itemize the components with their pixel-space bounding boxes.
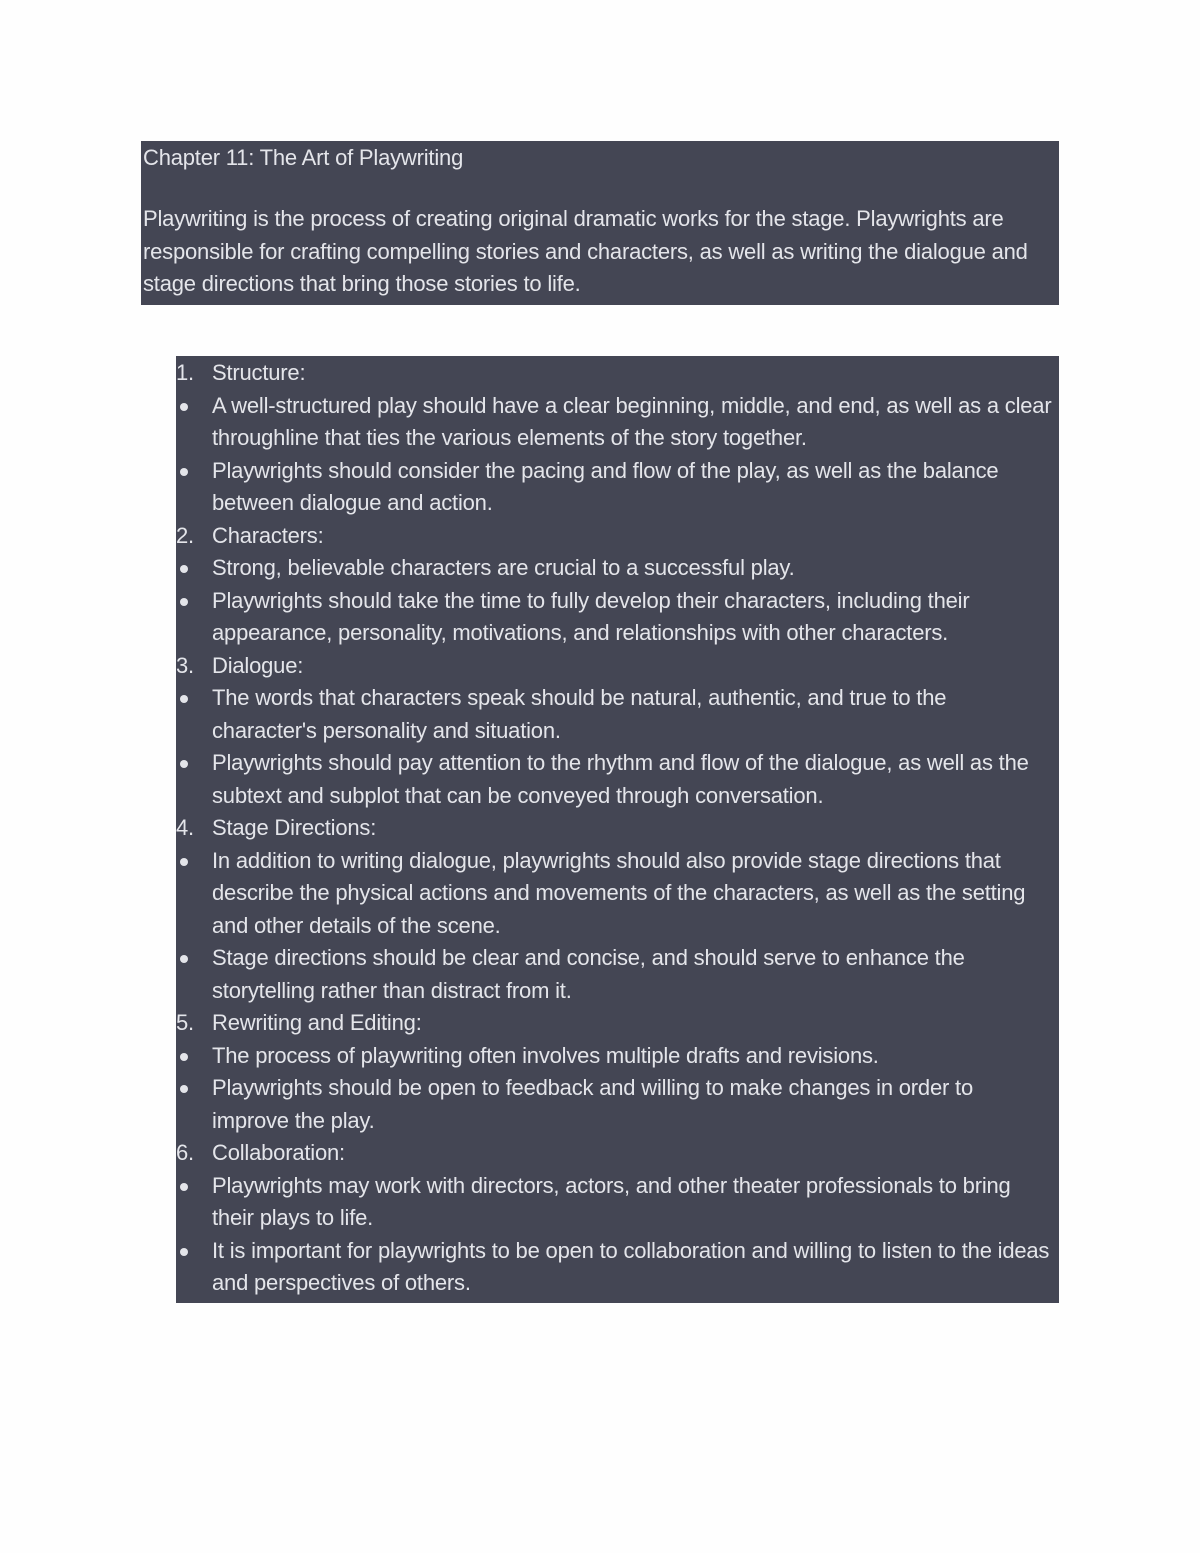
- sections-block: [176, 356, 1059, 1303]
- bullet-item: [176, 1072, 1059, 1137]
- bullet-item: [176, 682, 1059, 747]
- section-number: 4.: [176, 815, 194, 840]
- bullet-text: Playwrights may work with directors, actors, and other theater professionals to bring their plays to life.: [212, 1172, 1011, 1230]
- bullet-text: Playwrights should pay attention to the rhythm and flow of the dialogue, as well as the subtext and subplot that can be conveyed through conversation.: [212, 750, 1029, 808]
- bullet-dot-icon: [180, 955, 188, 963]
- section-heading: Dialogue:: [212, 652, 304, 678]
- bullet-text: It is important for playwrights to be open to collaboration and willing to listen to the ideas and perspectives of others.: [212, 1237, 1050, 1295]
- bullet-item: [176, 1235, 1059, 1300]
- bullet-dot-icon: [180, 1183, 188, 1191]
- section-number: 5.: [176, 1010, 194, 1035]
- section-list: [176, 357, 1059, 1300]
- bullet-dot-icon: [180, 598, 188, 606]
- bullet-dot-icon: [180, 1248, 188, 1256]
- section-heading: Collaboration:: [212, 1140, 345, 1165]
- chapter-title: Chapter 11: The Art of Playwriting: [143, 145, 464, 170]
- bullet-item: [176, 1170, 1059, 1235]
- bullet-item: [176, 1040, 1059, 1073]
- bullet-dot-icon: [180, 760, 188, 768]
- intro-paragraph: Playwriting is the process of creating original dramatic works for the stage. Playwrights are responsible for crafting compelling stories and characters, as well as writing the dialogue and stage directions that bring those stories to life.: [143, 206, 1028, 296]
- bullet-text: Playwrights should be open to feedback and willing to make changes in order to improve the play.: [212, 1075, 973, 1133]
- bullet-item: [176, 455, 1059, 520]
- bullet-text: Playwrights should take the time to fully develop their characters, including their appearance, personality, motivations, and relationships with other characters.: [212, 587, 970, 645]
- section-heading: Rewriting and Editing:: [212, 1010, 422, 1035]
- bullet-dot-icon: [180, 695, 188, 703]
- section-heading-item: [176, 520, 1059, 553]
- bullet-text: In addition to writing dialogue, playwrights should also provide stage directions that describe the physical actions and movements of the characters, as well as the setting and other details of the scene.: [212, 847, 1026, 938]
- section-heading-item: [176, 1137, 1059, 1170]
- bullet-item: [176, 390, 1059, 455]
- bullet-text: A well-structured play should have a clear beginning, middle, and end, as well as a clear throughline that ties the various elements of the story together.: [212, 392, 1052, 450]
- section-heading: Stage Directions:: [212, 815, 377, 840]
- bullet-dot-icon: [180, 403, 188, 411]
- intro-block: [141, 141, 1059, 305]
- bullet-dot-icon: [180, 858, 188, 866]
- section-number: 2.: [176, 522, 194, 548]
- bullet-text: Stage directions should be clear and concise, and should serve to enhance the storytelling rather than distract from it.: [212, 945, 965, 1003]
- bullet-item: [176, 942, 1059, 1007]
- bullet-item: [176, 552, 1059, 585]
- bullet-text: The words that characters speak should be natural, authentic, and true to the character's personality and situation.: [212, 685, 947, 743]
- bullet-dot-icon: [180, 1085, 188, 1093]
- bullet-item: [176, 585, 1059, 650]
- bullet-dot-icon: [180, 468, 188, 476]
- bullet-text: Playwrights should consider the pacing and flow of the play, as well as the balance between dialogue and action.: [212, 457, 999, 515]
- section-heading-item: [176, 812, 1059, 845]
- section-number: 3.: [176, 652, 194, 678]
- section-heading-item: [176, 650, 1059, 683]
- bullet-item: [176, 747, 1059, 812]
- section-heading-item: [176, 1007, 1059, 1040]
- bullet-item: [176, 845, 1059, 943]
- section-number: 1.: [176, 360, 194, 385]
- section-heading: Structure:: [212, 360, 306, 385]
- bullet-dot-icon: [180, 1053, 188, 1061]
- section-heading-item: [176, 357, 1059, 390]
- bullet-dot-icon: [180, 565, 188, 573]
- bullet-text: Strong, believable characters are crucial to a successful play.: [212, 555, 795, 580]
- section-number: 6.: [176, 1140, 194, 1165]
- section-heading: Characters:: [212, 522, 324, 548]
- bullet-text: The process of playwriting often involves multiple drafts and revisions.: [212, 1042, 879, 1068]
